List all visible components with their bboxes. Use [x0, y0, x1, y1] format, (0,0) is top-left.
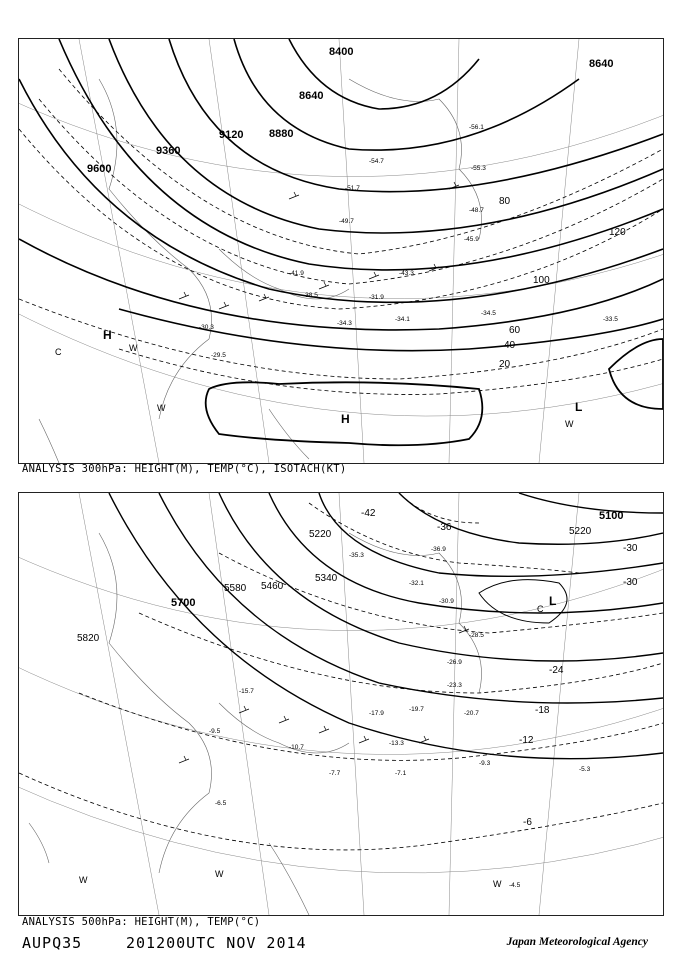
- temp-obs: -49.7: [339, 218, 354, 225]
- isotherm-label--42: -42: [361, 508, 376, 519]
- temp-obs: -45.9: [464, 236, 479, 243]
- isotherm-lines: [19, 493, 663, 850]
- temp-obs: -17.9: [369, 710, 384, 717]
- temp-obs: -56.1: [469, 124, 484, 131]
- temp-obs: -34.1: [395, 316, 410, 323]
- temp-obs: -41.9: [289, 270, 304, 277]
- height-label-8640: 8640: [299, 90, 324, 102]
- height-label-8640-east: 8640: [589, 58, 614, 70]
- height-label-9600: 9600: [87, 163, 112, 175]
- warm-marker: W: [157, 403, 166, 413]
- temp-obs: -51.7: [345, 185, 360, 192]
- caption-300hpa: ANALYSIS 300hPa: HEIGHT(M), TEMP(°C), ISOTACH(KT): [22, 463, 347, 475]
- isotherm-label--18: -18: [535, 705, 550, 716]
- caption-500hpa: ANALYSIS 500hPa: HEIGHT(M), TEMP(°C): [22, 916, 261, 928]
- temp-obs: -19.7: [409, 706, 424, 713]
- temp-obs: -5.3: [579, 766, 591, 773]
- cold-marker: C: [537, 604, 544, 614]
- graticule-lines: [19, 39, 663, 463]
- warm-marker: W: [565, 419, 574, 429]
- temp-obs: -34.3: [337, 320, 352, 327]
- chart-code: AUPQ35: [22, 934, 83, 952]
- height-label-8880: 8880: [269, 128, 294, 140]
- temp-obs: -15.7: [239, 688, 254, 695]
- isotach-label-40: 40: [504, 340, 516, 351]
- map-panel-500hpa: [18, 492, 664, 916]
- isotherm-label--30-east: -30: [623, 543, 638, 554]
- warm-marker: W: [79, 875, 88, 885]
- agency-credit: Japan Meteorological Agency: [506, 936, 648, 948]
- isotach-label-80: 80: [499, 196, 511, 207]
- temp-obs: -43.3: [399, 270, 414, 277]
- edge-contour: [609, 339, 663, 409]
- temp-obs: -7.7: [329, 770, 341, 777]
- map-500hpa-svg: [19, 493, 663, 915]
- temp-obs: -48.7: [469, 207, 484, 214]
- height-label-5580: 5580: [224, 583, 247, 594]
- warm-marker: W: [215, 869, 224, 879]
- warm-marker: W: [129, 343, 138, 353]
- temp-obs: -9.3: [479, 760, 491, 767]
- warm-marker: W: [493, 879, 502, 889]
- temp-obs: -38.5: [303, 292, 318, 299]
- temp-obs: -29.5: [211, 352, 226, 359]
- temp-obs: -30.3: [199, 324, 214, 331]
- temp-obs: -31.9: [369, 294, 384, 301]
- temp-obs: -35.3: [349, 552, 364, 559]
- height-label-5700: 5700: [171, 597, 196, 609]
- valid-time: 201200UTC NOV 2014: [126, 934, 307, 952]
- isotherm-label--30: -30: [623, 577, 638, 588]
- cold-marker: C: [55, 347, 62, 357]
- height-label-9120: 9120: [219, 129, 244, 141]
- graticule-lines: [19, 493, 663, 915]
- height-label-5220-east: 5220: [569, 526, 592, 537]
- height-label-5820: 5820: [77, 633, 100, 644]
- temperature-observations: [199, 124, 618, 359]
- wind-barbs: [179, 626, 469, 763]
- isotherm-label--6: -6: [523, 817, 532, 828]
- height-label-5340: 5340: [315, 573, 338, 584]
- temp-obs: -30.9: [439, 598, 454, 605]
- low-center-label: L: [549, 594, 557, 608]
- temp-obs: -26.9: [447, 659, 462, 666]
- temp-obs: -34.5: [481, 310, 496, 317]
- height-contours: [19, 39, 663, 351]
- height-label-5100: 5100: [599, 510, 624, 522]
- high-center-label-west: H: [103, 328, 112, 342]
- temp-obs: -32.1: [409, 580, 424, 587]
- temp-obs: -13.3: [389, 740, 404, 747]
- temp-obs: -36.9: [431, 546, 446, 553]
- temp-obs: -28.5: [469, 632, 484, 639]
- isotherm-label--24: -24: [549, 665, 564, 676]
- temp-obs: -10.7: [289, 744, 304, 751]
- temp-obs: -33.5: [603, 316, 618, 323]
- wind-barbs: [179, 182, 459, 309]
- temp-obs: -20.7: [464, 710, 479, 717]
- coastline: [29, 533, 482, 915]
- isotherm-label--36: -36: [437, 522, 452, 533]
- temp-obs: -9.5: [209, 728, 221, 735]
- low-center-label: L: [575, 400, 583, 414]
- height-label-8400: 8400: [329, 46, 354, 58]
- temp-obs: -55.3: [471, 165, 486, 172]
- temperature-observations: [209, 546, 591, 889]
- temp-obs: -4.5: [509, 882, 521, 889]
- high-center-label: H: [341, 412, 350, 426]
- temp-obs: -7.1: [395, 770, 407, 777]
- height-label-9360: 9360: [156, 145, 181, 157]
- isotach-label-100: 100: [533, 275, 550, 286]
- temp-obs: -6.5: [215, 800, 227, 807]
- isotach-label-20: 20: [499, 359, 511, 370]
- temp-obs: -54.7: [369, 158, 384, 165]
- temp-obs: -23.3: [447, 682, 462, 689]
- isotach-label-60: 60: [509, 325, 521, 336]
- height-label-5220: 5220: [309, 529, 332, 540]
- map-300hpa-svg: [19, 39, 663, 463]
- map-panel-300hpa: [18, 38, 664, 464]
- isotherm-label--12: -12: [519, 735, 534, 746]
- height-label-5460: 5460: [261, 581, 284, 592]
- isotach-label-120: 120: [609, 227, 626, 238]
